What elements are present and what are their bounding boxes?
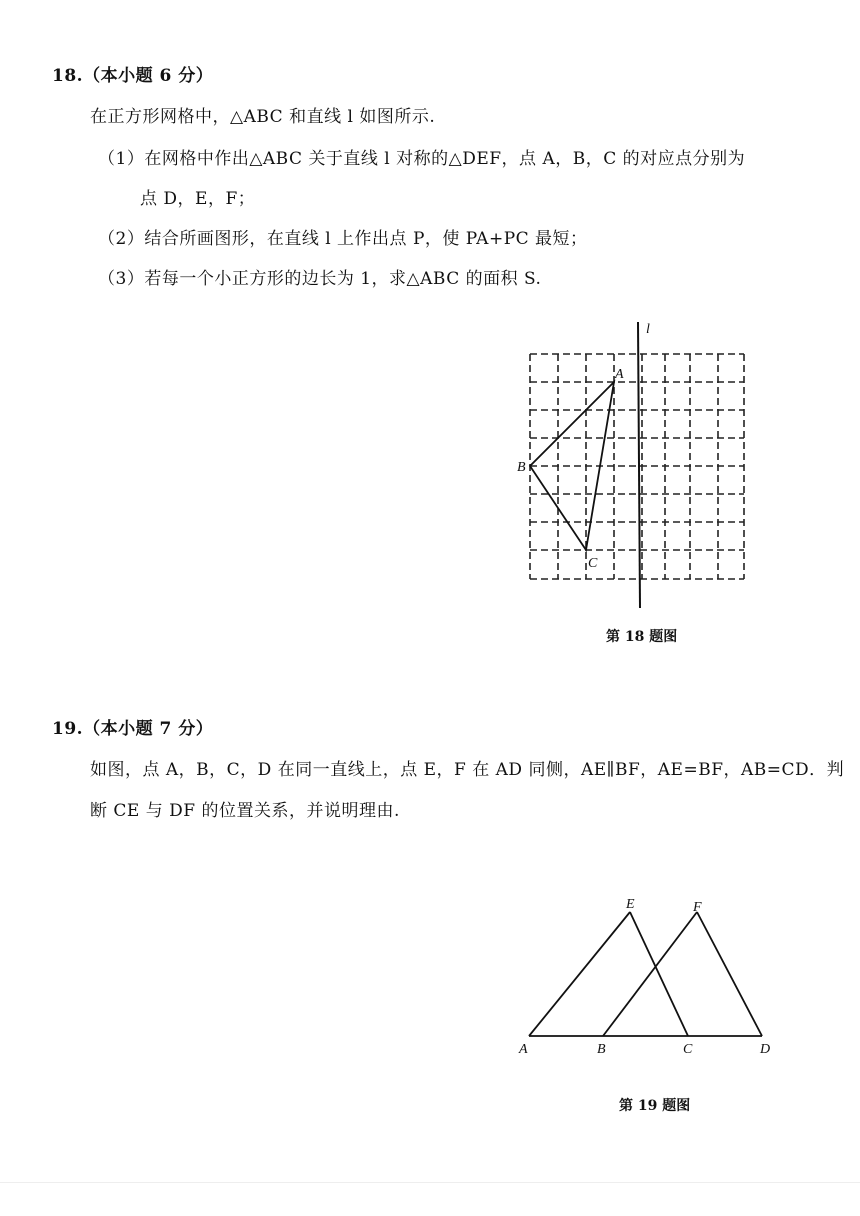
q19-segment-df — [697, 912, 762, 1036]
q18-part2: （2）结合所画图形，在直线 l 上作出点 P，使 PA+PC 最短； — [98, 229, 588, 249]
q18-label-c: C — [588, 556, 598, 571]
q19-caption: 第 19 题图 — [619, 1098, 691, 1114]
q18-label-l: l — [646, 322, 650, 337]
q19-segment-bf — [603, 912, 697, 1036]
q18-header: 18.（本小题 6 分） — [52, 66, 214, 86]
q19-label-a: A — [519, 1042, 528, 1057]
q19-label-c: C — [683, 1042, 693, 1057]
q19-segment-ae — [529, 912, 630, 1036]
q19-line1: 如图，点 A，B，C，D 在同一直线上，点 E，F 在 AD 同侧，AE∥BF，AE=BF，AB=CD．判 — [90, 760, 845, 780]
q19-label-b: B — [597, 1042, 606, 1057]
q19-segment-ce — [630, 912, 688, 1036]
q18-stem: 在正方形网格中，△ABC 和直线 l 如图所示. — [90, 107, 436, 127]
q18-label-a: A — [615, 367, 624, 382]
q19-header: 19.（本小题 7 分） — [52, 719, 214, 739]
q18-caption: 第 18 题图 — [606, 629, 678, 645]
q18-part1-line1: （1）在网格中作出△ABC 关于直线 l 对称的△DEF，点 A，B，C 的对应点分别为 — [98, 149, 746, 169]
q19-label-d: D — [760, 1042, 771, 1057]
q18-part1-line2: 点 D，E，F； — [140, 189, 256, 209]
q18-label-b: B — [517, 460, 526, 475]
q19-line2: 断 CE 与 DF 的位置关系，并说明理由. — [90, 801, 400, 821]
q19-label-f: F — [693, 900, 702, 915]
q19-label-e: E — [626, 897, 635, 912]
page-bottom-rule — [0, 1182, 860, 1183]
q18-part3: （3）若每一个小正方形的边长为 1，求△ABC 的面积 S. — [98, 269, 542, 289]
